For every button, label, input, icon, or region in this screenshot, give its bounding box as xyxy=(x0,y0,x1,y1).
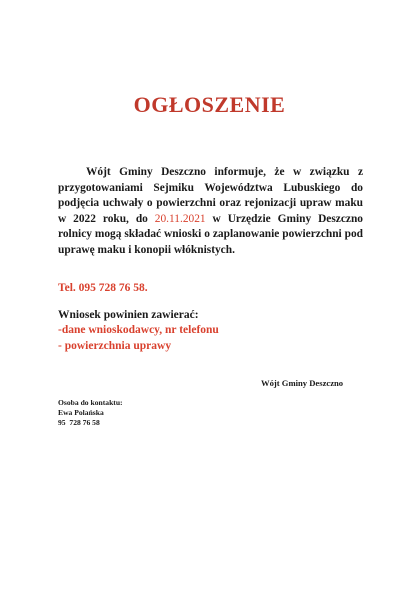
requirement-item: -dane wnioskodawcy, nr telefonu xyxy=(58,324,219,336)
contact-label: Osoba do kontaktu: xyxy=(58,398,123,407)
contact-name: Ewa Polańska xyxy=(58,408,104,418)
body-text-part1: Wójt Gminy Deszczno informuje, że w związku z przygotowaniami Sejmiku Województwa Lubuskiego do podjęcia uchwały o powierzchni oraz rejonizacji upraw maku w 2022 roku, do xyxy=(58,166,363,225)
contact-block xyxy=(58,398,123,429)
body-text-part2: w Urzędzie Gminy Deszczno rolnicy mogą składać wnioski o zaplanowanie powierzchni pod uprawę maku i konopii włóknistych. xyxy=(58,212,363,256)
page-title: OGŁOSZENIE xyxy=(133,92,286,117)
deadline-date: 20.11.2021 xyxy=(154,212,206,225)
contact-phone: 95 728 76 58 xyxy=(58,418,100,428)
requirement-item: - powierzchnia uprawy xyxy=(58,340,172,352)
requirements-heading: Wniosek powinien zawierać: xyxy=(58,309,199,321)
announcement-body xyxy=(58,165,363,259)
contact-phone-line: Tel. 095 728 76 58. xyxy=(58,282,148,294)
signature: Wójt Gminy Deszczno xyxy=(261,378,344,388)
